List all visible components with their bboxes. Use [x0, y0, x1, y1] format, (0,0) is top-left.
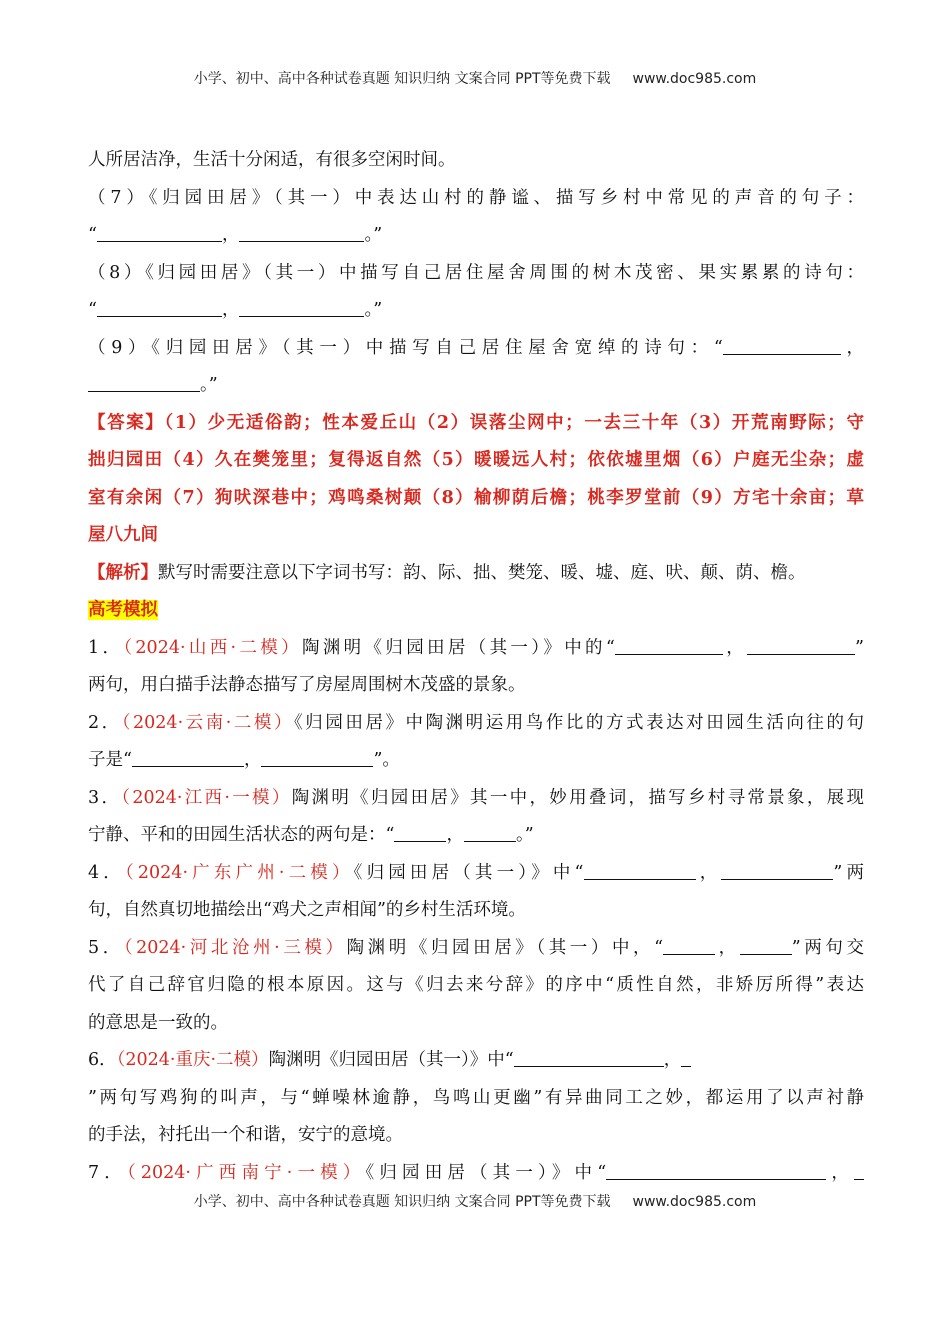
answer-blank[interactable] — [747, 636, 855, 655]
answer-blank[interactable] — [615, 636, 723, 655]
answer-line: 拙归园田（4）久在樊笼里；复得返自然（5）暖暖远人村；依依墟里烟（6）户庭无尘杂；虚 — [88, 450, 864, 470]
answer-blank[interactable] — [261, 749, 373, 768]
question-3-line2: 宁静、平和的田园生活状态的两句是：“ ， 。” — [88, 825, 534, 845]
answer-blank[interactable] — [584, 861, 696, 880]
question-source: （2024·广东广州·二模） — [124, 862, 354, 883]
question-source: （2024·江西·一模） — [121, 787, 292, 808]
question-2: 2．（2024·云南·二模）《归园田居》中陶渊明运用鸟作比的方式表达对田园生活向往的句 — [88, 712, 864, 733]
answer-blank[interactable] — [681, 1049, 691, 1068]
footer-text: 小学、初中、高中各种试卷真题 知识归纳 文案合同 PPT等免费下载 — [193, 1194, 611, 1210]
answer-blank[interactable] — [721, 861, 833, 880]
question-source: （2024·重庆·二模） — [116, 1050, 269, 1070]
answer-blank[interactable] — [854, 1161, 864, 1180]
text-line: 人所居洁净，生活十分闲适，有很多空闲时间。 — [88, 150, 456, 170]
question-6-line2: ”两句写鸡狗的叫声，与“蝉噪林逾静，鸟鸣山更幽”有异曲同工之妙，都运用了以声衬静 — [88, 1087, 864, 1108]
section-title-line — [88, 592, 864, 630]
question-4: 4．（2024·广东广州·二模）《归园田居（其一）》中“ ， ”两 — [88, 862, 864, 883]
section-title: 高考模拟 — [88, 600, 158, 620]
question-source: （2024·河北沧州·三模） — [123, 937, 347, 958]
question-9-line: （9）《归园田居》（其一）中描写自己居住屋舍宽绰的诗句：“ ， — [88, 337, 864, 358]
answer-blank[interactable] — [723, 336, 841, 355]
answer-line: 【答案】（1）少无适俗韵；性本爱丘山（2）误落尘网中；一去三十年（3）开荒南野际；守 — [88, 412, 864, 433]
question-source: （2024·广西南宁·一模） — [126, 1162, 366, 1183]
question-source: （2024·山西·二模） — [123, 637, 302, 658]
question-source: （2024·云南·二模） — [121, 712, 295, 733]
question-2-line2: 子是“ ， ”。 — [88, 750, 400, 770]
analysis-line: 【解析】默写时需要注意以下字词书写：韵、际、拙、樊笼、暖、墟、庭、吠、颠、荫、檐。 — [88, 562, 806, 583]
question-1-line2: 两句，用白描手法静态描写了房屋周围树木茂盛的景象。 — [88, 675, 526, 695]
question-6-line3: 的手法，衬托出一个和谐，安宁的意境。 — [88, 1125, 403, 1145]
header-text: 小学、初中、高中各种试卷真题 知识归纳 文案合同 PPT等免费下载 — [193, 71, 611, 87]
answer-blank[interactable] — [239, 224, 364, 243]
answer-blank[interactable] — [663, 936, 715, 955]
answer-label: 【答案】 — [88, 412, 165, 433]
answer-blank[interactable] — [740, 936, 792, 955]
document-body — [88, 142, 864, 1192]
question-8-blanks: “ ， 。” — [88, 300, 383, 320]
question-7-line: （7）《归园田居》（其一）中表达山村的静谧、描写乡村中常见的声音的句子： — [88, 187, 864, 208]
answer-blank[interactable] — [88, 374, 200, 393]
answer-blank[interactable] — [514, 1049, 664, 1068]
header-url[interactable]: www.doc985.com — [632, 71, 757, 87]
question-5-line2: 代了自己辞官归隐的根本原因。这与《归去来兮辞》的序中“质性自然，非矫厉所得”表达 — [88, 975, 864, 995]
answer-line: 屋八九间 — [88, 525, 158, 545]
question-1: 1．（2024·山西·二模）陶渊明《归园田居（其一）》中的“ ， ” — [88, 637, 864, 658]
question-7-blanks: “ ， 。” — [88, 225, 383, 245]
answer-blank[interactable] — [239, 299, 364, 318]
answer-blank[interactable] — [606, 1161, 826, 1180]
question-4-line2: 句，自然真切地描绘出“鸡犬之声相闻”的乡村生活环境。 — [88, 900, 526, 920]
footer-url[interactable]: www.doc985.com — [632, 1194, 757, 1210]
answer-blank[interactable] — [394, 824, 446, 843]
answer-line: 室有余闲（7）狗吠深巷中；鸡鸣桑树颠（8）榆柳荫后檐；桃李罗堂前（9）方宅十余亩；草 — [88, 487, 864, 508]
question-5: 5．（2024·河北沧州·三模）陶渊明《归园田居》（其一）中，“ ， ”两句交 — [88, 937, 864, 958]
page-footer — [0, 1191, 950, 1211]
answer-blank[interactable] — [97, 299, 222, 318]
analysis-label: 【解析】 — [88, 562, 158, 583]
question-5-line3: 的意思是一致的。 — [88, 1012, 228, 1033]
page-header — [0, 68, 950, 88]
question-6: 6．（2024·重庆·二模）陶渊明《归园田居（其一）》中“ ， — [88, 1042, 864, 1080]
question-9-blanks: 。” — [88, 367, 864, 405]
answer-blank[interactable] — [132, 749, 244, 768]
question-3: 3．（2024·江西·一模）陶渊明《归园田居》其一中，妙用叠词，描写乡村寻常景象，展现 — [88, 787, 864, 808]
answer-blank[interactable] — [464, 824, 516, 843]
question-8-line: （8）《归园田居》（其一）中描写自己居住屋舍周围的树木茂密、果实累累的诗句： — [88, 262, 864, 283]
answer-blank[interactable] — [97, 224, 222, 243]
question-7: 7．（2024·广西南宁·一模）《归园田居（其一）》中“ ， — [88, 1155, 864, 1193]
